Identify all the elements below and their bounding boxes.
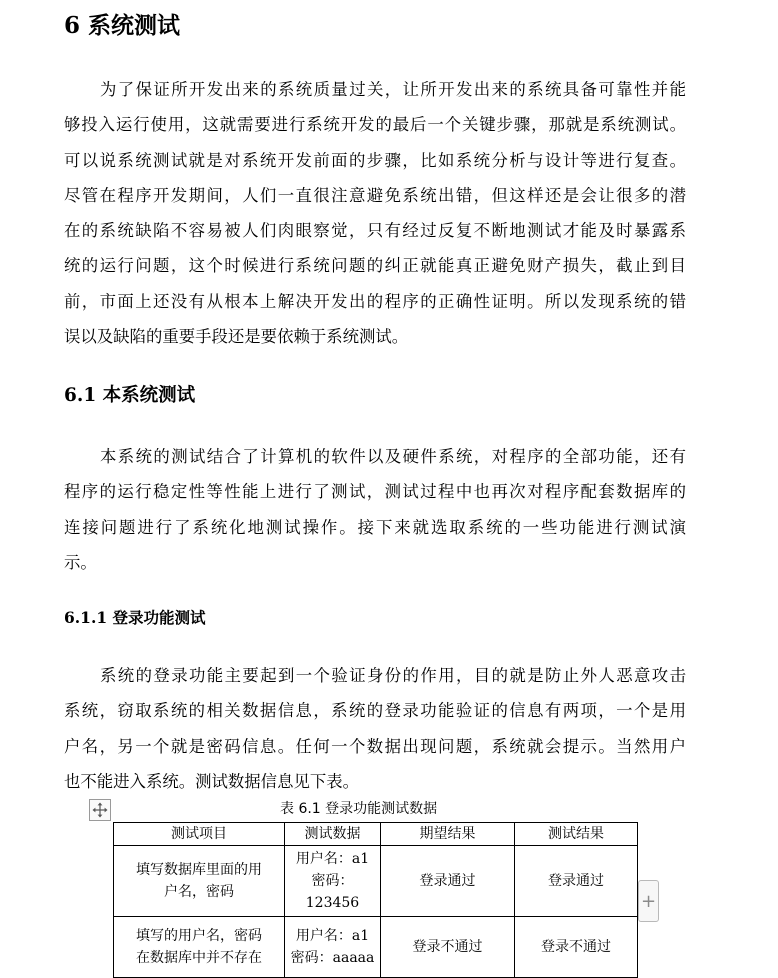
plus-icon: + xyxy=(640,890,657,912)
table-move-handle-icon[interactable] xyxy=(89,799,111,821)
cell-test-data xyxy=(285,846,381,917)
text-line: 也不能进入系统。测试数据信息见下表。 xyxy=(64,771,360,791)
table-row xyxy=(114,846,638,917)
text-line: 程序的运行稳定性等性能上进行了测试，测试过程中也再次对程序配套数据库的 xyxy=(64,482,686,502)
header-test-result: 测试结果 xyxy=(515,823,638,846)
section-heading-6-1: 6.1 本系统测试 xyxy=(64,385,196,406)
move-arrows-icon xyxy=(92,802,108,818)
text-line: 前，市面上还没有从根本上解决开发出的程序的正确性证明。所以发现系统的错 xyxy=(64,291,686,311)
header-test-data: 测试数据 xyxy=(285,823,381,846)
cell-line: 填写数据库里面的用 xyxy=(136,862,262,878)
header-test-item: 测试项目 xyxy=(114,823,285,846)
cell-line: 在数据库中并不存在 xyxy=(136,950,262,966)
text-line: 系统，窃取系统的相关数据信息，系统的登录功能验证的信息有两项，一个是用 xyxy=(64,701,686,721)
cell-test-result: 登录不通过 xyxy=(515,917,638,978)
cell-line: 用户名：a1 xyxy=(295,928,370,944)
text-line: 在的系统缺陷不容易被人们肉眼察觉，只有经过反复不断地测试才能及时暴露系 xyxy=(64,221,686,241)
text-line: 为了保证所开发出来的系统质量过关，让所开发出来的系统具备可靠性并能 xyxy=(100,80,686,99)
cell-line: 密码：aaaaa xyxy=(290,950,375,966)
cell-test-result: 登录通过 xyxy=(515,846,638,917)
login-test-table xyxy=(113,822,638,978)
text-line: 户名，另一个就是密码信息。任何一个数据出现问题，系统就会提示。当然用户 xyxy=(64,736,686,756)
table-caption: 表 6.1 登录功能测试数据 xyxy=(280,801,438,817)
cell-line: 户名，密码 xyxy=(164,884,234,900)
paragraph-intro xyxy=(64,72,686,354)
add-row-button[interactable] xyxy=(638,880,659,922)
text-line: 尽管在程序开发期间，人们一直很注意避免系统出错，但这样还是会让很多的潜 xyxy=(64,185,686,205)
section-heading-6: 6 系统测试 xyxy=(64,12,181,39)
text-line: 误以及缺陷的重要手段还是要依赖于系统测试。 xyxy=(64,327,409,347)
table-header-row xyxy=(114,823,638,846)
paragraph-system-test xyxy=(64,439,686,580)
cell-line: 用户名：a1 xyxy=(295,851,370,867)
text-line: 本系统的测试结合了计算机的软件以及硬件系统，对程序的全部功能，还有 xyxy=(100,447,686,466)
text-line: 统的运行问题，这个时候进行系统问题的纠正就能真正避免财产损失，截止到目 xyxy=(64,256,686,276)
cell-line: 填写的用户名，密码 xyxy=(136,928,262,944)
header-expected-result: 期望结果 xyxy=(381,823,515,846)
text-line: 可以说系统测试就是对系统开发前面的步骤，比如系统分析与设计等进行复查。 xyxy=(64,150,686,170)
section-heading-6-1-1: 6.1.1 登录功能测试 xyxy=(64,608,206,627)
cell-test-item xyxy=(114,917,285,978)
text-line: 系统的登录功能主要起到一个验证身份的作用，目的就是防止外人恶意攻击 xyxy=(100,666,686,685)
table-row xyxy=(114,917,638,978)
cell-expected-result: 登录不通过 xyxy=(381,917,515,978)
cell-line: 123456 xyxy=(305,895,360,911)
paragraph-login-test xyxy=(64,658,686,799)
cell-line: 密码： xyxy=(311,873,354,889)
text-line: 连接问题进行了系统化地测试操作。接下来就选取系统的一些功能进行测试演 xyxy=(64,517,686,537)
cell-test-data xyxy=(285,917,381,978)
text-line: 示。 xyxy=(64,552,97,572)
text-line: 够投入运行使用，这就需要进行系统开发的最后一个关键步骤，那就是系统测试。 xyxy=(64,115,686,135)
cell-test-item xyxy=(114,846,285,917)
cell-expected-result: 登录通过 xyxy=(381,846,515,917)
